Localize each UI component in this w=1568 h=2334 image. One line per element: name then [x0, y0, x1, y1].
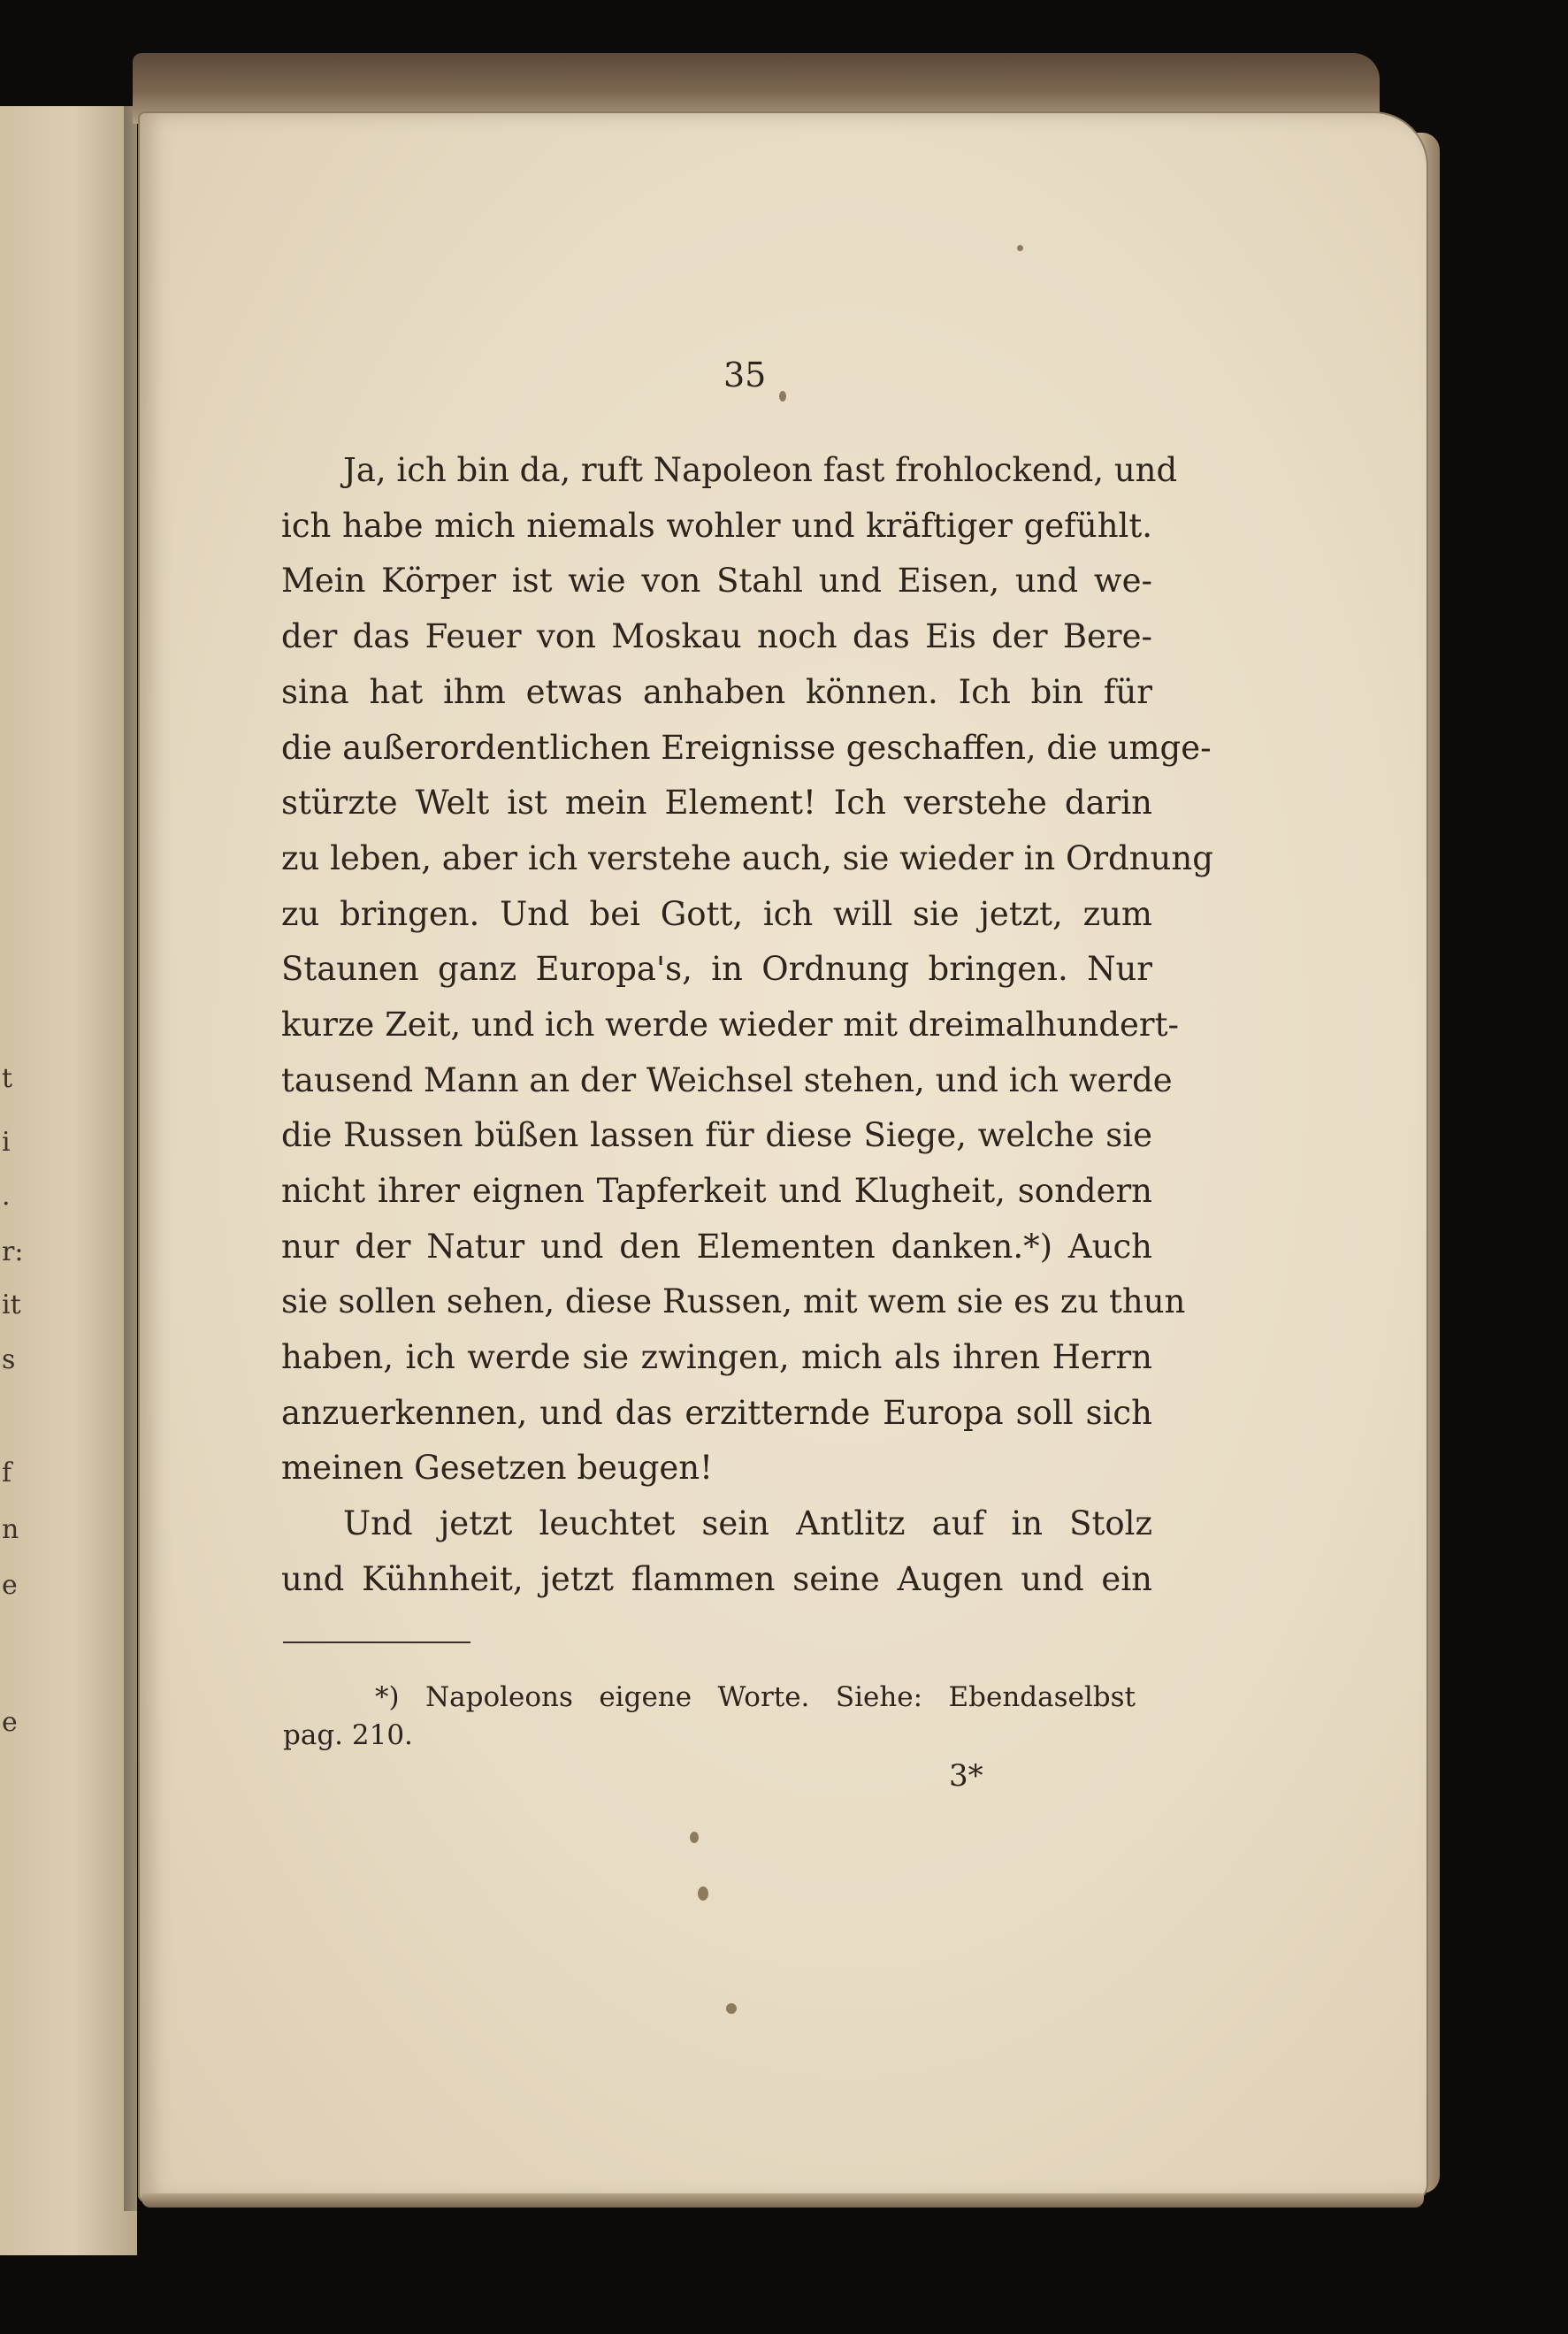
- left-page: [0, 106, 137, 2255]
- footnote-line: pag. 210.: [283, 1719, 413, 1751]
- paper-fleck: [698, 1886, 708, 1901]
- left-page-fragment: r:: [2, 1236, 24, 1267]
- text-line: kurze Zeit, und ich werde wieder mit dreimalhundert-: [281, 1006, 1179, 1044]
- left-page-fragment: i: [2, 1127, 11, 1158]
- left-page-fragment: e: [2, 1707, 18, 1738]
- left-page-fragment: e: [2, 1570, 18, 1601]
- text-line: sina hat ihm etwas anhaben können. Ich bin für: [281, 673, 1152, 711]
- text-line: nicht ihrer eignen Tapferkeit und Klugheit, sondern: [281, 1172, 1152, 1210]
- text-line: und Kühnheit, jetzt flammen seine Augen und ein: [281, 1560, 1152, 1598]
- text-line: Ja, ich bin da, ruft Napoleon fast frohlockend, und: [343, 451, 1178, 489]
- text-line: Und jetzt leuchtet sein Antlitz auf in Stolz: [343, 1504, 1152, 1542]
- text-line: der das Feuer von Moskau noch das Eis der Bere-: [281, 617, 1152, 655]
- text-line: Mein Körper ist wie von Stahl und Eisen, und we-: [281, 562, 1152, 600]
- text-line: Staunen ganz Europa's, in Ordnung bringen. Nur: [281, 950, 1152, 988]
- text-line: stürzte Welt ist mein Element! Ich verstehe darin: [281, 784, 1152, 822]
- page-bottom-edge: [142, 2193, 1424, 2208]
- paper-fleck: [690, 1832, 699, 1843]
- paper-fleck: [779, 391, 786, 402]
- left-page-fragment: s: [2, 1344, 16, 1375]
- footnote-line: *) Napoleons eigene Worte. Siehe: Ebendaselbst: [375, 1681, 1136, 1713]
- text-line: zu leben, aber ich verstehe auch, sie wieder in Ordnung: [281, 839, 1213, 877]
- text-line: zu bringen. Und bei Gott, ich will sie jetzt, zum: [281, 895, 1152, 933]
- text-line: meinen Gesetzen beugen!: [281, 1449, 714, 1487]
- paper-fleck: [1017, 245, 1023, 251]
- page-number: 35: [723, 356, 767, 394]
- left-page-fragment: n: [2, 1514, 19, 1545]
- text-line: ich habe mich niemals wohler und kräftiger gefühlt.: [281, 507, 1152, 545]
- text-line: tausend Mann an der Weichsel stehen, und ich werde: [281, 1061, 1173, 1099]
- text-line: anzuerkennen, und das erzitternde Europa soll sich: [281, 1394, 1152, 1432]
- left-page-fragment: it: [2, 1289, 21, 1320]
- text-line: die Russen büßen lassen für diese Siege, welche sie: [281, 1116, 1152, 1154]
- text-line: sie sollen sehen, diese Russen, mit wem sie es zu thun: [281, 1282, 1186, 1320]
- text-line: die außerordentlichen Ereignisse geschaffen, die umge-: [281, 729, 1212, 767]
- text-line: nur der Natur und den Elementen danken.*) Auch: [281, 1228, 1152, 1266]
- paper-fleck: [726, 2003, 737, 2014]
- text-line: haben, ich werde sie zwingen, mich als ihren Herrn: [281, 1338, 1152, 1376]
- signature-mark: 3*: [949, 1758, 983, 1794]
- footnote-rule: [283, 1641, 470, 1643]
- left-page-fragment: f: [2, 1458, 12, 1488]
- left-page-fragment: .: [2, 1181, 11, 1212]
- left-page-fragment: t: [2, 1063, 13, 1094]
